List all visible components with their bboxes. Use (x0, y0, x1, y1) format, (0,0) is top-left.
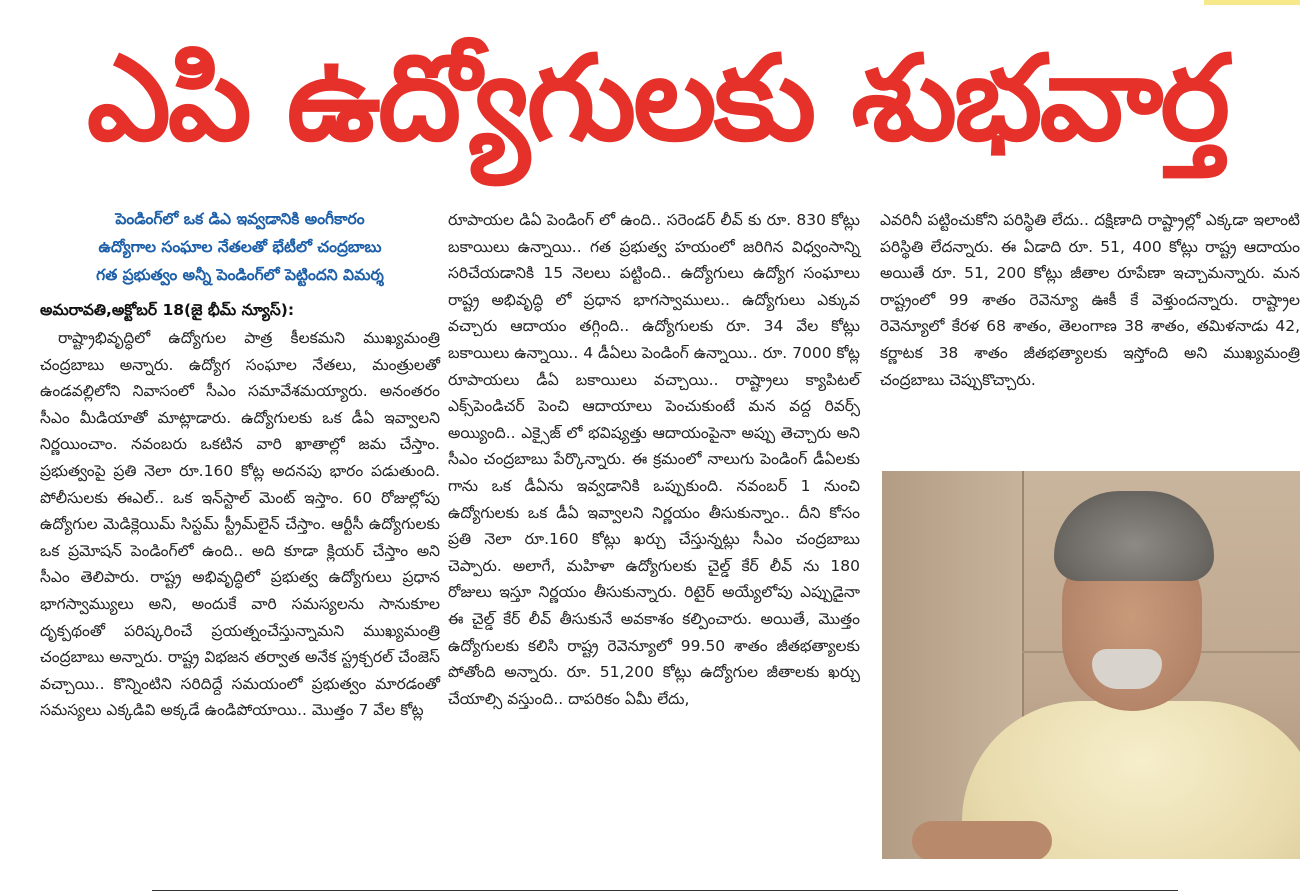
dateline: అమరావతి,అక్టోబర్ 18(జై భీమ్ న్యూస్): (40, 301, 295, 319)
photo-hand (912, 821, 1052, 859)
headline: ఎపి ఉద్యోగులకు శుభవార్త (86, 29, 1228, 167)
subheadline-3: గత ప్రభుత్వం అన్నీ పెండింగ్‌లో పెట్టిందని విమర్శ (96, 266, 384, 284)
body-text-column-1: రాష్ట్రాభివృద్ధిలో ఉద్యోగుల పాత్ర కీలకమని ముఖ్యమంత్రి చంద్రబాబు అన్నారు. ఉద్యోగ సంఘాల నేతలు, మంత్రులతో ఉండవల్లిలోని నివాసంలో సీఎం సమావేశమయ్యారు. అనంతరం సీఎం మీడియాతో మాట్లాడారు. ఉద్యోగులకు ఒక డీఏ ఇవ్వాలని నిర్ణయించాం. నవంబరు ఒకటిన వారి ఖాతాల్లో జమ చేస్తాం. ప్రభుత్వంపై ప్రతి నెలా రూ.160 కోట్ల అదనపు భారం పడుతుంది. పోలీసులకు ఈఎల్.. ఒక ఇన్‌స్టాల్ మెంట్ ఇస్తాం. 60 రోజుల్లోపు ఉద్యోగుల మెడిక్లెయిమ్ సిస్టమ్ స్ట్రీమ్‌లైన్ చేస్తాం. ఆర్టీసీ ఉద్యోగులకు ఒక ప్రమోషన్ పెండింగ్‌లో ఉంది.. అది కూడా క్లియర్ చేస్తాం అని సీఎం తెలిపారు. రాష్ట్ర అభివృద్ధిలో ప్రభుత్వ ఉద్యోగులు ప్రధాన భాగస్వామ్యులు అని, అందుకే వారి సమస్యలను సానుకూల దృక్పథంతో పరిష్కరించే ప్రయత్నంచేస్తున్నామని ముఖ్యమంత్రి చంద్రబాబు అన్నారు. రాష్ట్ర విభజన తర్వాత అనేక స్ట్రక్చరల్ చేంజెస్ వచ్చాయి.. కొన్నింటిని సరిదిద్దే సమయంలో ప్రభుత్వం మారడంతో సమస్యలు ఎక్కడివి అక్కడే ఉండిపోయాయి.. మొత్తం 7 వేల కోట్ల (40, 329, 440, 720)
corner-mark (1204, 0, 1300, 5)
subheadline-2: ఉద్యోగాల సంఘాల నేతలతో భేటీలో చంద్రబాబు (98, 238, 382, 256)
bottom-rule (152, 890, 1178, 891)
subheadline-1: పెండింగ్‌లో ఒక డిఎ ఇవ్వడానికి అంగీకారం (115, 210, 365, 228)
chief-minister-photo (882, 471, 1300, 859)
article-column-2 (448, 207, 860, 712)
article-column-3 (880, 207, 1300, 393)
body-text-column-3: ఎవరినీ పట్టించుకోని పరిస్థితి లేదు.. దక్షిణాది రాష్ట్రాల్లో ఎక్కడా ఇలాంటి పరిస్థితి లేదన్నారు. ఈ ఏడాది రూ. 51, 400 కోట్లు రాష్ట్ర ఆదాయం అయితే రూ. 51, 200 కోట్లు జీతాల రూపేణా ఇచ్చామన్నారు. మన రాష్ట్రంలో 99 శాతం రెవెన్యూ ఊకీ కే వెళ్తుందన్నారు. రాష్ట్రాల రెవెన్యూలో కేరళ 68 శాతం, తెలంగాణ 38 శాతం, తమిళనాడు 42, కర్ణాటక 38 శాతం జీతభత్యాలకు ఇస్తోంది అని ముఖ్యమంత్రి చంద్రబాబు చెప్పుకొచ్చారు. (880, 211, 1300, 389)
body-text-column-2: రూపాయల డిఏ పెండింగ్ లో ఉంది.. సరెండర్ లీవ్ కు రూ. 830 కోట్లు బకాయిలు ఉన్నాయి.. గత ప్రభుత్వ హయంలో జరిగిన విధ్వంసాన్ని సరిచేయడానికి 15 నెలలు పట్టింది.. ఉద్యోగులు ఉద్యోగ సంఘాలు రాష్ట్ర అభివృద్ధి లో ప్రధాన భాగస్వాములు.. ఉద్యోగులు ఎక్కువ వచ్చారు ఆదాయం తగ్గింది.. ఉద్యోగులకు రూ. 34 వేల కోట్లు బకాయిలు ఉన్నాయి.. 4 డీఏలు పెండింగ్ ఉన్నాయి.. రూ. 7000 కోట్ల రూపాయలు డీఏ బకాయిలు వచ్చాయి.. రాష్ట్రాలు క్యాపిటల్ ఎక్స్‌పెండిచర్ పెంచి ఆదాయాలు పెంచుకుంటే మన వద్ద రివర్స్ అయ్యింది.. ఎక్సైజ్ లో భవిష్యత్తు ఆదాయంపైనా అప్పు తెచ్చారు అని సీఎం చంద్రబాబు పేర్కొన్నారు. ఈ క్రమంలో నాలుగు పెండింగ్ డీఏలకు గాను ఒక డీఏను ఇవ్వడానికి ఒప్పుకుంది. నవంబర్ 1 నుంచి ఉద్యోగులకు ఒక డీఏ ఇవ్వాలని నిర్ణయం తీసుకున్నాం.. దీని కోసం ప్రతి నెలా రూ.160 కోట్లు ఖర్చు చేస్తున్నట్లు సీఎం చంద్రబాబు చెప్పారు. అలాగే, మహిళా ఉద్యోగులకు చైల్డ్ కేర్ లీవ్ ను 180 రోజులు ఇస్తూ నిర్ణయం తీసుకున్నారు. రిటైర్ అయ్యేలోపు ఎప్పుడైనా ఈ చైల్డ్ కేర్ లీవ్ తీసుకునే అవకాశం కల్పించారు. అయితే, మొత్తం ఉద్యోగులకు కలిసి రాష్ట్ర రెవెన్యూలో 99.50 శాతం జీతభత్యాలకు పోతోంది అన్నారు. రూ. 51,200 కోట్లు ఉద్యోగుల జీతాలకు ఖర్చు చేయాల్సి వస్తుంది.. దాపరికం ఏమీ లేదు, (448, 211, 860, 708)
photo-hair (1054, 491, 1214, 581)
article-column-1 (40, 205, 440, 724)
subheadlines (40, 205, 440, 289)
photo-beard (1092, 649, 1162, 689)
